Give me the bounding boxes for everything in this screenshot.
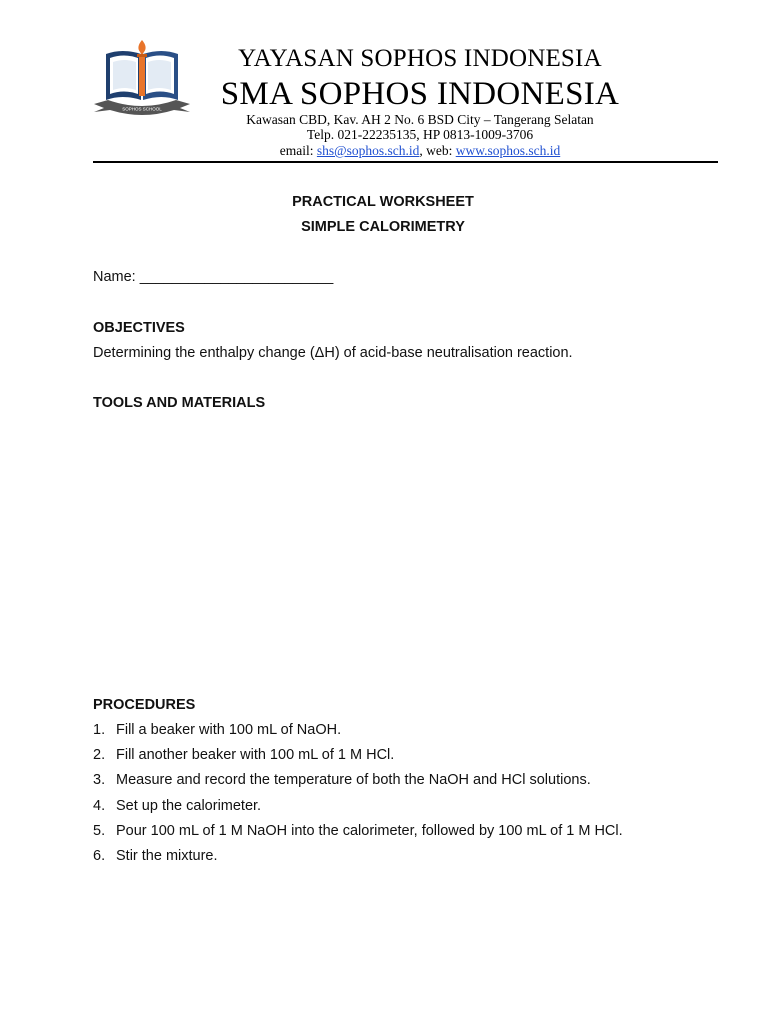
- web-label: , web:: [419, 143, 456, 158]
- objectives-heading: OBJECTIVES: [93, 320, 185, 336]
- step-number: 6.: [93, 847, 106, 864]
- step-text: Fill another beaker with 100 mL of 1 M HCl.: [116, 747, 395, 764]
- foundation-name: YAYASAN SOPHOS INDONESIA: [238, 45, 602, 72]
- step-number: 1.: [93, 722, 106, 738]
- step-text: Pour 100 mL of 1 M NaOH into the calorimeter, followed by 100 mL of 1 M HCl.: [116, 822, 623, 839]
- procedure-list: [93, 721, 623, 872]
- name-blank: ________________________: [139, 269, 334, 285]
- email-link[interactable]: shs@sophos.sch.id: [316, 143, 420, 158]
- objectives-text: Determining the enthalpy change (ΔH) of acid-base neutralisation reaction.: [93, 345, 573, 361]
- worksheet-title: PRACTICAL WORKSHEET: [292, 194, 474, 210]
- procedure-step: [93, 847, 623, 872]
- name-field: [93, 268, 333, 286]
- school-logo: [92, 38, 192, 118]
- step-text: Fill a beaker with 100 mL of NaOH.: [116, 722, 342, 738]
- school-address: Kawasan CBD, Kav. AH 2 No. 6 BSD City – Tangerang Selatan: [246, 112, 594, 127]
- step-text: Stir the mixture.: [116, 847, 218, 864]
- step-number: 3.: [93, 772, 106, 789]
- procedure-step: [93, 721, 623, 746]
- step-number: 5.: [93, 822, 106, 839]
- worksheet-subtitle: SIMPLE CALORIMETRY: [301, 219, 465, 235]
- procedure-step: [93, 797, 623, 822]
- procedure-step: [93, 746, 623, 771]
- procedure-step: [93, 771, 623, 796]
- header-divider: [93, 161, 718, 163]
- step-text: Measure and record the temperature of both the NaOH and HCl solutions.: [116, 772, 591, 789]
- procedures-heading: PROCEDURES: [93, 697, 196, 713]
- tools-heading: TOOLS AND MATERIALS: [93, 395, 266, 411]
- step-number: 4.: [93, 797, 106, 814]
- procedure-step: [93, 822, 623, 847]
- school-phone: Telp. 021-22235135, HP 0813-1009-3706: [306, 127, 534, 142]
- school-name: SMA SOPHOS INDONESIA: [220, 76, 620, 112]
- step-text: Set up the calorimeter.: [116, 797, 262, 814]
- logo-caption: SOPHOS SCHOOL: [122, 106, 162, 112]
- step-number: 2.: [93, 747, 106, 764]
- school-contact: [200, 143, 640, 159]
- web-link[interactable]: www.sophos.sch.id: [455, 143, 561, 158]
- name-label: Name:: [93, 269, 136, 285]
- email-label: email:: [279, 143, 317, 158]
